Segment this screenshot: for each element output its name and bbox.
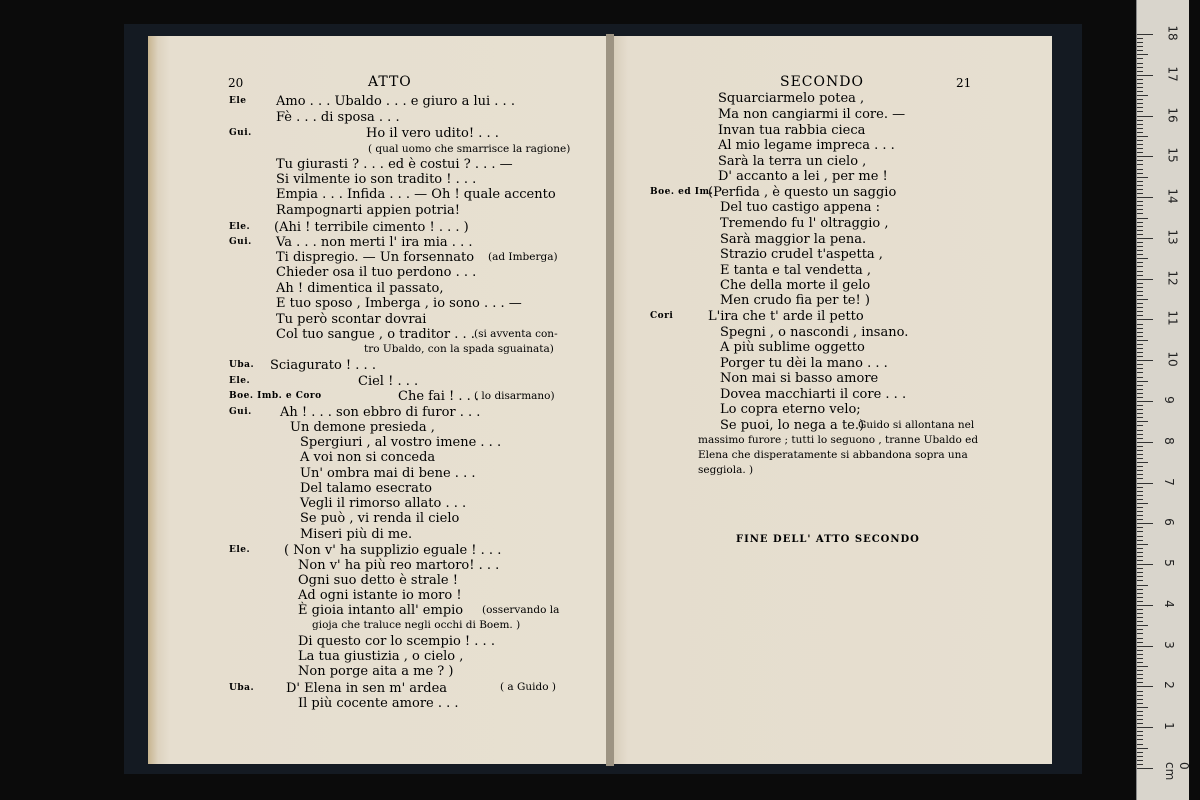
ruler-tick	[1137, 128, 1143, 129]
ruler-tick	[1137, 283, 1143, 284]
stage-direction: (ad Imberga)	[488, 251, 558, 263]
speaker-label: Boe. Imb. e Coro	[229, 391, 322, 401]
verse-line: Spegni , o nascondi , insano.	[720, 325, 909, 340]
verse-line: Se puoi, lo nega a te.)	[720, 418, 865, 433]
verse-line: Ma non cangiarmi il core. —	[718, 107, 906, 122]
ruler-tick	[1137, 291, 1143, 292]
verse-line: Tu però scontar dovrai	[276, 312, 427, 327]
measuring-ruler	[1136, 0, 1189, 800]
ruler-number: 0 cm	[1163, 762, 1191, 781]
book-gutter	[606, 34, 614, 766]
ruler-tick	[1137, 617, 1143, 618]
ruler-tick	[1137, 336, 1143, 337]
ruler-tick	[1137, 621, 1143, 622]
verse-line: È gioia intanto all' empio	[298, 603, 464, 618]
ruler-number: 9	[1161, 396, 1176, 404]
speaker-label: Uba.	[229, 360, 255, 370]
ruler-tick	[1137, 438, 1143, 439]
ruler-tick	[1137, 531, 1143, 532]
ruler-tick	[1137, 54, 1148, 55]
ruler-tick	[1137, 193, 1143, 194]
ruler-tick	[1137, 63, 1143, 64]
ruler-tick	[1137, 605, 1153, 606]
ruler-tick	[1137, 695, 1143, 696]
ruler-tick	[1137, 303, 1143, 304]
ruler-tick	[1137, 152, 1143, 153]
ruler-tick	[1137, 242, 1143, 243]
ruler-tick	[1137, 103, 1143, 104]
ruler-tick	[1137, 230, 1143, 231]
ruler-tick	[1137, 670, 1143, 671]
ruler-tick	[1137, 752, 1143, 753]
ruler-tick	[1137, 711, 1143, 712]
verse-line: Spergiuri , al vostro imene . . .	[300, 435, 502, 450]
ruler-tick	[1137, 262, 1143, 263]
left-page-header: ATTO	[368, 74, 412, 90]
speaker-label: Gui.	[229, 407, 252, 417]
ruler-tick	[1137, 385, 1143, 386]
ruler-number: 4	[1161, 600, 1176, 608]
ruler-tick	[1137, 564, 1153, 565]
ruler-tick	[1137, 470, 1143, 471]
ruler-tick	[1137, 613, 1143, 614]
stage-direction: Elena che disperatamente si abbandona sopra una	[698, 449, 968, 461]
right-page-number: 21	[956, 76, 972, 90]
ruler-number: 12	[1165, 270, 1180, 286]
ruler-tick	[1137, 67, 1143, 68]
stage-direction: gioja che traluce negli occhi di Boem. )	[312, 619, 521, 631]
ruler-tick	[1137, 466, 1143, 467]
ruler-tick	[1137, 34, 1153, 35]
ruler-tick	[1137, 246, 1143, 247]
ruler-number: 13	[1165, 229, 1180, 245]
ruler-tick	[1137, 156, 1153, 157]
ruler-tick	[1137, 760, 1143, 761]
ruler-tick	[1137, 495, 1143, 496]
ruler-tick	[1137, 140, 1143, 141]
stage-direction: massimo furore ; tutti lo seguono , tranne Ubaldo ed	[698, 434, 979, 446]
ruler-tick	[1137, 197, 1153, 198]
ruler-tick	[1137, 169, 1143, 170]
verse-line: L'ira che t' arde il petto	[708, 309, 864, 324]
ruler-tick	[1137, 650, 1143, 651]
ruler-tick	[1137, 287, 1143, 288]
ruler-tick	[1137, 654, 1143, 655]
verse-line: Un demone presieda ,	[290, 420, 435, 435]
ruler-tick	[1137, 258, 1148, 259]
ruler-tick	[1137, 638, 1143, 639]
verse-line: Se può , vi renda il cielo	[300, 511, 460, 526]
ruler-tick	[1137, 511, 1143, 512]
verse-line: Ah ! dimentica il passato,	[276, 281, 444, 296]
speaker-label: Boe. ed Im.	[650, 187, 714, 197]
ruler-number: 11	[1165, 310, 1180, 327]
stage-direction: ( lo disarmano)	[474, 390, 555, 402]
ruler-tick	[1137, 319, 1153, 320]
ruler-tick	[1137, 678, 1143, 679]
ruler-tick	[1137, 409, 1143, 410]
verse-line: Men crudo fia per te! )	[720, 293, 870, 308]
ruler-tick	[1137, 352, 1143, 353]
ruler-tick	[1137, 699, 1143, 700]
ruler-tick	[1137, 75, 1153, 76]
ruler-tick	[1137, 544, 1148, 545]
ruler-tick	[1137, 71, 1143, 72]
verse-line: Di questo cor lo scempio ! . . .	[298, 634, 495, 649]
ruler-tick	[1137, 662, 1143, 663]
ruler-tick	[1137, 401, 1153, 402]
verse-line: Che fai ! . . .	[398, 389, 480, 404]
ruler-tick	[1137, 686, 1153, 687]
verse-line: Ciel ! . . .	[358, 374, 419, 389]
verse-line: Ti dispregio. — Un forsennato	[276, 250, 475, 265]
ruler-tick	[1137, 107, 1143, 108]
ruler-tick	[1137, 148, 1143, 149]
verse-line: Va . . . non merti l' ira mia . . .	[276, 235, 473, 250]
speaker-label: Uba.	[229, 683, 255, 693]
ruler-tick	[1137, 633, 1143, 634]
verse-line: ( Non v' ha supplizio eguale ! . . .	[284, 543, 502, 558]
ruler-tick	[1137, 405, 1143, 406]
verse-line: Miseri più di me.	[300, 527, 413, 542]
verse-line: Il più cocente amore . . .	[298, 696, 459, 711]
ruler-tick	[1137, 434, 1143, 435]
stage-direction: seggiola. )	[698, 464, 754, 476]
ruler-tick	[1137, 340, 1148, 341]
verse-line: Ad ogni istante io moro !	[298, 588, 462, 603]
ruler-tick	[1137, 87, 1143, 88]
ruler-tick	[1137, 572, 1143, 573]
ruler-tick	[1137, 739, 1143, 740]
stage-direction: ( qual uomo che smarrisce la ragione)	[368, 143, 571, 155]
ruler-tick	[1137, 315, 1143, 316]
ruler-tick	[1137, 124, 1143, 125]
ruler-tick	[1137, 552, 1143, 553]
ruler-tick	[1137, 727, 1153, 728]
speaker-label: Ele	[229, 96, 247, 106]
ruler-tick	[1137, 507, 1143, 508]
ruler-tick	[1137, 536, 1143, 537]
ruler-tick	[1137, 205, 1143, 206]
ruler-tick	[1137, 173, 1143, 174]
ruler-tick	[1137, 629, 1143, 630]
speaker-label: Cori	[650, 311, 674, 321]
ruler-tick	[1137, 271, 1143, 272]
speaker-label: Ele.	[229, 222, 251, 232]
verse-line: Fè . . . di sposa . . .	[276, 110, 400, 125]
ruler-tick	[1137, 254, 1143, 255]
ruler-tick	[1137, 499, 1143, 500]
ruler-tick	[1137, 703, 1143, 704]
ruler-tick	[1137, 266, 1143, 267]
ruler-tick	[1137, 691, 1143, 692]
verse-line: Non porge aita a me ? )	[298, 664, 454, 679]
verse-line: Sarà la terra un cielo ,	[718, 154, 867, 169]
ruler-number: 17	[1165, 66, 1180, 82]
ruler-tick	[1137, 116, 1153, 117]
ruler-tick	[1137, 79, 1143, 80]
ruler-tick	[1137, 372, 1143, 373]
ruler-tick	[1137, 360, 1153, 361]
ruler-tick	[1137, 397, 1143, 398]
stage-direction: (si avventa con-	[474, 328, 558, 340]
ruler-tick	[1137, 723, 1143, 724]
verse-line: E tuo sposo , Imberga , io sono . . . —	[276, 296, 522, 311]
ruler-tick	[1137, 707, 1148, 708]
verse-line: Si vilmente io son tradito ! . . .	[276, 172, 477, 187]
ruler-tick	[1137, 50, 1143, 51]
ruler-number: 10	[1165, 351, 1180, 367]
speaker-label: Ele.	[229, 545, 251, 555]
ruler-tick	[1137, 731, 1143, 732]
ruler-tick	[1137, 144, 1143, 145]
ruler-tick	[1137, 715, 1143, 716]
ruler-tick	[1137, 209, 1143, 210]
ruler-tick	[1137, 576, 1143, 577]
ruler-tick	[1137, 42, 1143, 43]
ruler-number: 1	[1161, 722, 1176, 731]
verse-line: La tua giustizia , o cielo ,	[298, 649, 464, 664]
ruler-tick	[1137, 356, 1143, 357]
ruler-tick	[1137, 764, 1143, 765]
ruler-tick	[1137, 218, 1148, 219]
ruler-tick	[1137, 674, 1143, 675]
verse-line: D' accanto a lei , per me !	[718, 169, 888, 184]
ruler-tick	[1137, 324, 1143, 325]
ruler-tick	[1137, 38, 1143, 39]
ruler-tick	[1137, 450, 1143, 451]
verse-line: Vegli il rimorso allato . . .	[300, 496, 467, 511]
ruler-tick	[1137, 222, 1143, 223]
stage-direction: tro Ubaldo, con la spada sguainata)	[364, 343, 554, 355]
ruler-tick	[1137, 442, 1153, 443]
ruler-tick	[1137, 177, 1148, 178]
ruler-tick	[1137, 609, 1143, 610]
verse-line: Ho il vero udito! . . .	[366, 126, 499, 141]
verse-line: Squarciarmelo potea ,	[718, 91, 865, 106]
ruler-tick	[1137, 132, 1143, 133]
ruler-tick	[1137, 589, 1143, 590]
ruler-tick	[1137, 768, 1153, 769]
verse-line: Del tuo castigo appena :	[720, 200, 881, 215]
ruler-tick	[1137, 462, 1148, 463]
ruler-tick	[1137, 189, 1143, 190]
stage-direction: ( a Guido )	[500, 681, 557, 693]
verse-line: E tanta e tal vendetta ,	[720, 263, 872, 278]
ruler-tick	[1137, 474, 1143, 475]
verse-line: Rampognarti appien potria!	[276, 203, 460, 218]
verse-line: Strazio crudel t'aspetta ,	[720, 247, 883, 262]
ruler-tick	[1137, 642, 1143, 643]
verse-line: Ogni suo detto è strale !	[298, 573, 458, 588]
ruler-tick	[1137, 332, 1143, 333]
ruler-tick	[1137, 299, 1148, 300]
verse-line: D' Elena in sen m' ardea	[286, 681, 448, 696]
ruler-tick	[1137, 658, 1143, 659]
ruler-number: 18	[1165, 25, 1180, 41]
ruler-tick	[1137, 515, 1143, 516]
ruler-tick	[1137, 540, 1143, 541]
ruler-tick	[1137, 556, 1143, 557]
verse-line: Lo copra eterno velo;	[720, 402, 861, 417]
ruler-tick	[1137, 454, 1143, 455]
ruler-tick	[1137, 164, 1143, 165]
ruler-tick	[1137, 181, 1143, 182]
ruler-tick	[1137, 295, 1143, 296]
ruler-tick	[1137, 430, 1143, 431]
ruler-tick	[1137, 348, 1143, 349]
verse-line: Dovea macchiarti il core . . .	[720, 387, 907, 402]
verse-line: Ah ! . . . son ebbro di furor . . .	[280, 405, 481, 420]
verse-line: Col tuo sangue , o traditor . . .	[276, 327, 475, 342]
ruler-number: 6	[1161, 518, 1176, 527]
ruler-tick	[1137, 487, 1143, 488]
verse-line: Sarà maggior la pena.	[720, 232, 867, 247]
ruler-tick	[1137, 568, 1143, 569]
ruler-tick	[1137, 446, 1143, 447]
ruler-tick	[1137, 478, 1143, 479]
ruler-tick	[1137, 601, 1143, 602]
verse-line: Che della morte il gelo	[720, 278, 871, 293]
ruler-tick	[1137, 421, 1148, 422]
verse-line: Sciagurato ! . . .	[270, 358, 376, 373]
ruler-tick	[1137, 756, 1143, 757]
ruler-tick	[1137, 666, 1148, 667]
ruler-tick	[1137, 458, 1143, 459]
speaker-label: Gui.	[229, 128, 252, 138]
left-page-number: 20	[228, 76, 244, 90]
ruler-tick	[1137, 238, 1153, 239]
ruler-tick	[1137, 91, 1143, 92]
ruler-number: 14	[1165, 188, 1180, 204]
verse-line: Non v' ha più reo martoro! . . .	[298, 558, 500, 573]
right-page-header: SECONDO	[780, 74, 864, 90]
ruler-number: 15	[1165, 147, 1180, 163]
verse-line: (Ahi ! terribile cimento ! . . . )	[274, 220, 469, 235]
ruler-tick	[1137, 519, 1143, 520]
ruler-tick	[1137, 491, 1143, 492]
verse-line: Chieder osa il tuo perdono . . .	[276, 265, 477, 280]
ruler-tick	[1137, 646, 1153, 647]
ruler-number: 16	[1165, 106, 1180, 123]
verse-line: Un' ombra mai di bene . . .	[300, 466, 476, 481]
verse-line: Invan tua rabbia cieca	[718, 123, 866, 138]
ruler-tick	[1137, 279, 1153, 280]
ruler-tick	[1137, 523, 1153, 524]
ruler-tick	[1137, 527, 1143, 528]
verse-line: Al mio legame impreca . . .	[718, 138, 895, 153]
ruler-tick	[1137, 83, 1143, 84]
ruler-tick	[1137, 307, 1143, 308]
verse-line: Tremendo fu l' oltraggio ,	[720, 216, 889, 231]
ruler-tick	[1137, 364, 1143, 365]
ruler-number: 5	[1161, 559, 1176, 567]
verse-line: Amo . . . Ubaldo . . . e giuro a lui . . .	[276, 94, 515, 109]
ruler-tick	[1137, 95, 1148, 96]
ruler-number: 7	[1161, 477, 1176, 486]
verse-line: (Perfida , è questo un saggio	[708, 185, 897, 200]
ruler-tick	[1137, 735, 1143, 736]
verse-line: Del talamo esecrato	[300, 481, 432, 496]
ruler-tick	[1137, 625, 1148, 626]
ruler-tick	[1137, 368, 1143, 369]
ruler-tick	[1137, 682, 1143, 683]
ruler-number: 3	[1161, 640, 1176, 649]
ruler-tick	[1137, 111, 1143, 112]
ruler-tick	[1137, 185, 1143, 186]
ruler-tick	[1137, 344, 1143, 345]
verse-line: A voi non si conceda	[300, 450, 436, 465]
ruler-number: 2	[1161, 681, 1176, 690]
speaker-label: Gui.	[229, 237, 252, 247]
ruler-tick	[1137, 560, 1143, 561]
ruler-tick	[1137, 748, 1148, 749]
ruler-tick	[1137, 58, 1143, 59]
ruler-tick	[1137, 311, 1143, 312]
ruler-tick	[1137, 160, 1143, 161]
ruler-tick	[1137, 425, 1143, 426]
ruler-tick	[1137, 234, 1143, 235]
ruler-tick	[1137, 377, 1143, 378]
ruler-tick	[1137, 597, 1143, 598]
ruler-tick	[1137, 417, 1143, 418]
verse-line: Tu giurasti ? . . . ed è costui ? . . . —	[276, 157, 513, 172]
ruler-tick	[1137, 46, 1143, 47]
act-end-footer: FINE DELL' ATTO SECONDO	[736, 534, 920, 545]
ruler-tick	[1137, 593, 1143, 594]
verse-line: A più sublime oggetto	[720, 340, 865, 355]
ruler-tick	[1137, 213, 1143, 214]
speaker-label: Ele.	[229, 376, 251, 386]
ruler-tick	[1137, 328, 1143, 329]
verse-line: Non mai si basso amore	[720, 371, 879, 386]
ruler-tick	[1137, 719, 1143, 720]
ruler-tick	[1137, 201, 1143, 202]
ruler-tick	[1137, 393, 1143, 394]
ruler-tick	[1137, 413, 1143, 414]
ruler-tick	[1137, 483, 1153, 484]
ruler-tick	[1137, 275, 1143, 276]
ruler-tick	[1137, 580, 1143, 581]
stage-direction: (osservando la	[482, 604, 560, 616]
ruler-tick	[1137, 548, 1143, 549]
verse-line: Empia . . . Infida . . . — Oh ! quale accento	[276, 187, 556, 202]
ruler-tick	[1137, 250, 1143, 251]
ruler-tick	[1137, 585, 1148, 586]
ruler-tick	[1137, 136, 1148, 137]
ruler-tick	[1137, 503, 1148, 504]
ruler-tick	[1137, 99, 1143, 100]
verse-line: Porger tu dèi la mano . . .	[720, 356, 888, 371]
ruler-tick	[1137, 389, 1143, 390]
ruler-number: 8	[1161, 436, 1176, 445]
ruler-tick	[1137, 226, 1143, 227]
ruler-tick	[1137, 120, 1143, 121]
ruler-tick	[1137, 381, 1148, 382]
stage-direction: Guido si allontana nel	[858, 419, 975, 431]
ruler-tick	[1137, 744, 1143, 745]
